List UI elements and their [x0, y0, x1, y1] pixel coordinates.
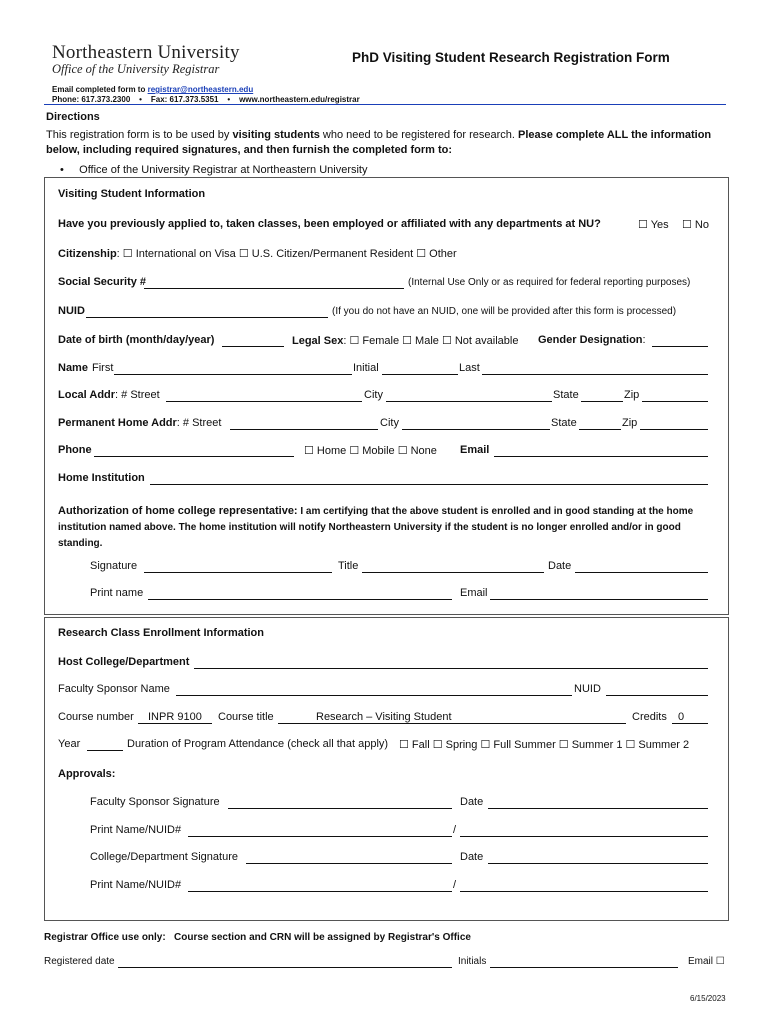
perm-zip-label: Zip — [622, 417, 638, 429]
ssn-label: Social Security # — [58, 276, 147, 288]
citizenship-row — [58, 247, 457, 260]
perm-state-label: State — [551, 417, 577, 429]
phone-number: Phone: 617.373.2300 — [52, 95, 131, 104]
credits-value[interactable]: 0 — [678, 711, 685, 723]
nuid-note: (If you do not have an NUID, one will be provided after this form is processed) — [332, 306, 677, 317]
year-label: Year — [58, 738, 81, 750]
perm-street-field[interactable] — [230, 429, 378, 430]
initial-field[interactable] — [382, 374, 458, 375]
website: www.northeastern.edu/registrar — [239, 95, 360, 104]
college-date-field[interactable] — [488, 863, 708, 864]
faculty-print-nuid-label: Print Name/NUID# — [90, 824, 182, 836]
authorization-statement — [58, 503, 718, 552]
college-print-nuid-label: Print Name/NUID# — [90, 879, 182, 891]
local-address-row — [58, 389, 160, 401]
faculty-date-field[interactable] — [488, 808, 708, 809]
faculty-signature-label: Faculty Sponsor Signature — [90, 796, 220, 808]
email-label: Email — [460, 444, 490, 456]
initials-field[interactable] — [490, 967, 678, 968]
rep-print-name-label: Print name — [90, 587, 144, 599]
home-institution-field[interactable] — [150, 484, 708, 485]
email-field[interactable] — [494, 456, 708, 457]
registrar-use-only — [44, 932, 471, 943]
home-institution-label: Home Institution — [58, 472, 145, 484]
authorization-text: I am certifying that the above student is enrolled and in good standing at the home institution named above. The home institution will notify Northeastern University if the student is no longer enrolled and/or in good standing. — [58, 506, 694, 549]
initial-label: Initial — [353, 362, 379, 374]
perm-city-label: City — [380, 417, 399, 429]
college-signature-label: College/Department Signature — [90, 851, 238, 863]
directions-emphasis: Please complete ALL the information below, including required signatures, and then furnish the completed form to: — [46, 129, 712, 156]
separator: • — [139, 95, 142, 104]
perm-state-field[interactable] — [579, 429, 621, 430]
term-checkboxes[interactable]: ☐ Fall ☐ Spring ☐ Full Summer ☐ Summer 1 ☐ Summer 2 — [399, 739, 690, 751]
directions-text-part: This registration form is to be used by — [46, 129, 233, 141]
header-divider — [44, 104, 726, 105]
gender-field[interactable] — [652, 346, 708, 347]
college-signature-field[interactable] — [246, 863, 452, 864]
local-zip-field[interactable] — [642, 401, 708, 402]
legal-sex-label: Legal Sex — [292, 335, 344, 347]
local-city-field[interactable] — [386, 401, 552, 402]
name-label: Name — [58, 362, 88, 374]
nuid-label: NUID — [58, 305, 85, 317]
faculty-sponsor-field[interactable] — [176, 695, 572, 696]
college-nuid-field[interactable] — [460, 891, 708, 892]
permanent-address-label: Permanent Home Addr — [58, 417, 177, 429]
first-name-label: First — [92, 362, 114, 374]
rep-signature-label: Signature — [90, 560, 138, 572]
local-address-label: Local Addr — [58, 389, 116, 401]
directions-bullet: • Office of the University Registrar at Northeastern University — [60, 164, 368, 176]
previous-yes-checkbox[interactable]: ☐ Yes — [638, 219, 669, 231]
registrar-email-link[interactable]: registrar@northeastern.edu — [147, 85, 254, 94]
nuid-field[interactable] — [86, 317, 328, 318]
email-sent-checkbox[interactable]: Email ☐ — [688, 956, 725, 967]
bullet-text: Office of the University Registrar at Northeastern University — [79, 164, 368, 176]
college-date-label: Date — [460, 851, 484, 863]
logo-university-name: Northeastern University — [52, 42, 240, 63]
contact-email-line — [52, 85, 253, 94]
credits-label: Credits — [632, 711, 667, 723]
rep-print-name-field[interactable] — [148, 599, 452, 600]
sponsor-nuid-field[interactable] — [606, 695, 708, 696]
legal-sex-row — [292, 334, 518, 347]
local-state-field[interactable] — [581, 401, 623, 402]
directions-heading: Directions — [46, 111, 100, 123]
directions-emphasis: visiting students — [232, 129, 320, 141]
visiting-student-heading: Visiting Student Information — [58, 188, 206, 200]
dob-label: Date of birth (month/day/year) — [58, 334, 215, 346]
use-only-note: Course section and CRN will be assigned by Registrar's Office — [174, 932, 471, 943]
local-zip-label: Zip — [624, 389, 640, 401]
host-college-field[interactable] — [194, 668, 708, 669]
street-label: : # Street — [176, 417, 222, 429]
previous-no-checkbox[interactable]: ☐ No — [682, 219, 709, 231]
local-state-label: State — [553, 389, 579, 401]
host-college-label: Host College/Department — [58, 656, 190, 668]
gender-row: Gender Designation: — [538, 334, 646, 346]
ssn-field[interactable] — [144, 288, 404, 289]
rep-date-field[interactable] — [575, 572, 708, 573]
rep-email-field[interactable] — [490, 599, 708, 600]
use-only-label: Registrar Office use only: — [44, 932, 166, 943]
credits-underline — [672, 723, 708, 724]
authorization-heading: Authorization of home college representative: — [58, 505, 298, 517]
faculty-nuid-field[interactable] — [460, 836, 708, 837]
previous-affiliation-question: Have you previously applied to, taken classes, been employed or affiliated with any departments at NU? — [58, 218, 601, 230]
faculty-print-name-field[interactable] — [188, 836, 452, 837]
permanent-address-row — [58, 417, 221, 429]
perm-city-field[interactable] — [402, 429, 550, 430]
last-name-label: Last — [459, 362, 480, 374]
form-title: PhD Visiting Student Research Registration Form — [352, 50, 670, 65]
phone-type-options[interactable]: ☐ Home ☐ Mobile ☐ None — [304, 445, 437, 457]
registered-date-label: Registered date — [44, 956, 115, 967]
phone-label: Phone — [58, 444, 92, 456]
gender-label: Gender Designation — [538, 334, 643, 346]
contact-phone-line — [52, 95, 360, 104]
research-heading: Research Class Enrollment Information — [58, 627, 264, 639]
perm-zip-field[interactable] — [640, 429, 708, 430]
initials-label: Initials — [458, 956, 487, 967]
course-number-value[interactable]: INPR 9100 — [148, 711, 202, 723]
separator: • — [227, 95, 231, 104]
street-label: : # Street — [115, 389, 160, 401]
local-street-field[interactable] — [166, 401, 362, 402]
email-prefix: Email completed form to — [52, 85, 146, 94]
registered-date-field[interactable] — [118, 967, 452, 968]
dob-field[interactable] — [222, 346, 284, 347]
duration-label: Duration of Program Attendance (check all that apply) — [127, 738, 389, 750]
slash: / — [453, 879, 457, 891]
faculty-signature-field[interactable] — [228, 808, 452, 809]
local-city-label: City — [364, 389, 383, 401]
rep-signature-field[interactable] — [144, 572, 332, 573]
rep-email-label: Email — [460, 587, 488, 599]
logo-office-name: Office of the University Registrar — [52, 62, 220, 76]
ssn-note: (Internal Use Only or as required for federal reporting purposes) — [408, 277, 691, 288]
rep-title-label: Title — [338, 560, 359, 572]
directions-text-part: who need to be registered for research. — [319, 129, 518, 141]
legal-sex-options[interactable]: : ☐ Female ☐ Male ☐ Not available — [343, 335, 519, 347]
rep-date-label: Date — [548, 560, 572, 572]
citizenship-options[interactable]: : ☐ International on Visa ☐ U.S. Citizen/Permanent Resident ☐ Other — [116, 248, 457, 260]
approvals-heading: Approvals: — [58, 768, 116, 780]
course-number-label: Course number — [58, 711, 134, 723]
last-name-field[interactable] — [482, 374, 708, 375]
faculty-date-label: Date — [460, 796, 484, 808]
slash: / — [453, 824, 457, 836]
year-field[interactable] — [87, 750, 123, 751]
form-version-date: 6/15/2023 — [690, 994, 726, 1003]
course-title-label: Course title — [218, 711, 274, 723]
course-title-value[interactable]: Research – Visiting Student — [316, 711, 452, 723]
phone-field[interactable] — [94, 456, 294, 457]
fax-number: Fax: 617.373.5351 — [150, 95, 219, 104]
course-number-underline — [138, 723, 212, 724]
citizenship-label: Citizenship — [58, 248, 117, 260]
course-title-underline — [278, 723, 626, 724]
first-name-field[interactable] — [114, 374, 352, 375]
college-print-name-field[interactable] — [188, 891, 452, 892]
directions-text — [46, 128, 730, 157]
sponsor-nuid-label: NUID — [574, 683, 601, 695]
rep-title-field[interactable] — [362, 572, 544, 573]
faculty-sponsor-label: Faculty Sponsor Name — [58, 683, 170, 695]
